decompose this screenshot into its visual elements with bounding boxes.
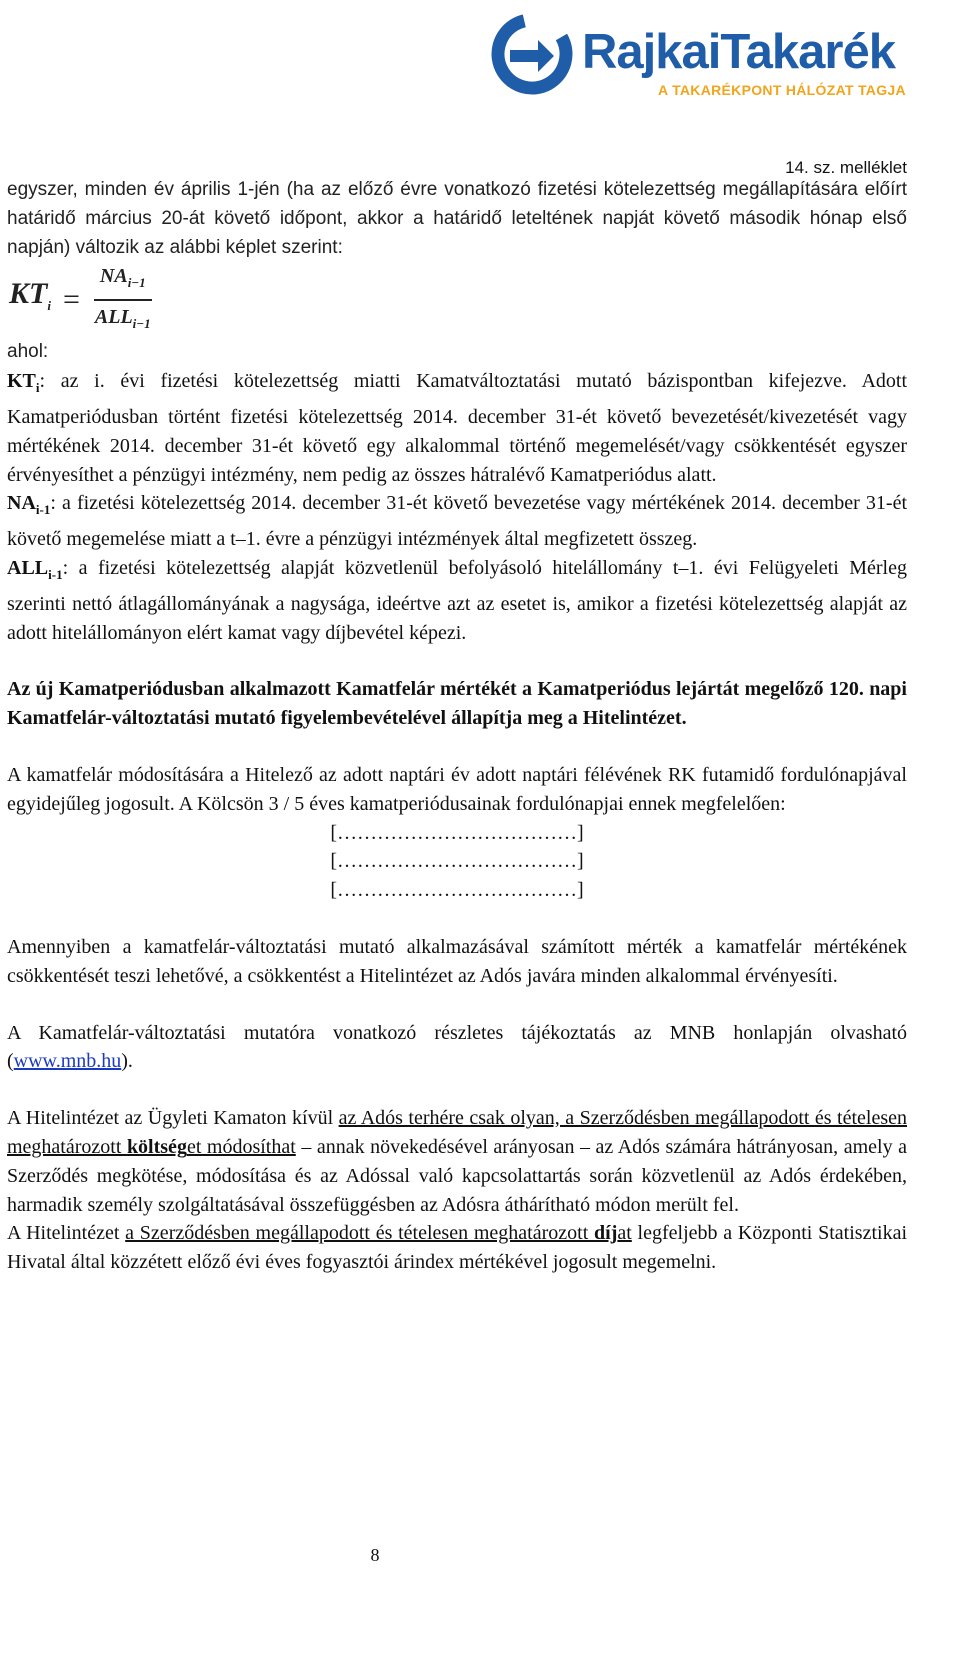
fee-paragraph: A Hitelintézet a Szerződésben megállapodott és tételesen meghatározott díjat legfeljebb a Központi Statisztikai Hivatal által közzétett előző évi éves fogyasztói árindex mértékével jogosult megemelni. [7,1222,907,1274]
rajkai-takarek-logo [490,12,950,102]
annex-label: 14. sz. melléklet [785,158,907,177]
kt-definition: $KT_i$: az i. évi fizetési kötelezettség miatti Kamatváltoztatási mutató bázispontban kifejezve. Adott Kamatperiódusban történt fizetési kötelezettség 2014. december 31-ét követő bevezetését/kivezetését vagy mértékének 2014. december 31-ét követő egy alkalommal történő megemelését/vagy csökkentését egyszer érvényesíthet a pénzügyi intézmény, nem pedig az összes hátralévő Kamatperiódus alatt. [7,370,907,486]
document-body [7,176,907,1277]
formula-fraction [94,262,152,340]
na-definition: $NA_{i-1}$: a fizetési kötelezettség 2014. december 31-ét követő bevezetése vagy mértékének 2014. december 31-ét követő megemelése miatt a t–1. évre a pénzügyi intézmények által megfizetett összeg. [7,492,907,551]
formula-lhs: $KT_i$ [9,276,51,313]
mnb-paragraph: A Kamatfelár-változtatási mutatóra vonatkozó részletes tájékoztatás az MNB honlapján olvasható (www.mnb.hu). [7,1021,907,1073]
modification-paragraph: A kamatfelár módosítására a Hitelező az adott naptári év adott naptári félévének RK futamidő fordulónapjával egyidejűleg jogosult. A Kölcsön 3 / 5 éves kamatperiódusainak fordulónapjai ennek megfelelően: [7,763,907,815]
page-number: 8 [370,1545,380,1565]
logo-name: RajkaiTakarék [582,25,895,79]
placeholder-line-1: [………………………………] [330,821,584,844]
placeholder-line-2: [………………………………] [330,850,584,873]
mnb-link[interactable]: www.mnb.hu [13,1050,122,1073]
cost-paragraph: A Hitelintézet az Ügyleti Kamaton kívül az Adós terhére csak olyan, a Szerződésben megállapodott és tételesen meghatározott költséget módosíthat – annak növekedésével arányosan – az Adós számára hátrányosan, amely a Szerződés megkötése, módosítása és az Adóssal való kapcsolattartás során közvetlenül az Adós érdekében, harmadik személy szolgáltatásával összefüggésben az Adósra áthárítható módon merült fel. [7,1107,907,1216]
ahol-label: ahol: [7,341,49,363]
logo-circular-arrow-icon [490,12,574,96]
formula-equals: = [62,282,80,316]
formula-denominator: $ALL_{i-1}$ [94,306,151,332]
reduction-paragraph: Amennyiben a kamatfelár-változtatási mutató alkalmazásával számított mérték a kamatfelár mértékének csökkentését teszi lehetővé, a csökkentést a Hitelintézet az Adós javára minden alkalommal érvényesíti. [7,935,907,987]
bold-kamatfelar-paragraph: Az új Kamatperiódusban alkalmazott Kamatfelár mértékét a Kamatperiódus lejártát megelőző 120. napi Kamatfelár-változtatási mutató figyelembevételével állapítja meg a Hitelintézet. [7,678,907,730]
formula-numerator: $NA_{i-1}$ [94,262,152,302]
logo-tagline: A TAKARÉKPONT HÁLÓZAT TAGJA [658,82,906,98]
kt-formula [9,266,907,334]
intro-paragraph: egyszer, minden év április 1-jén (ha az előző évre vonatkozó fizetési kötelezettség megállapítására előírt határidő március 20-át követő időpont, akkor a határidő leteltének napját követő második hónap első napján) változik az alábbi képlet szerint: [7,179,907,258]
all-definition: $ALL_{i-1}$: a fizetési kötelezettség alapját közvetlenül befolyásoló hitelállomány t–1. évi Felügyeleti Mérleg szerinti nettó átlagállományának a nagysága, ideértve azt az esetet is, amikor a fizetési kötelezettség alapját az adott hitelállományon elért kamat vagy díjbevétel képezi. [7,556,907,644]
placeholder-line-3: [………………………………] [330,879,584,902]
